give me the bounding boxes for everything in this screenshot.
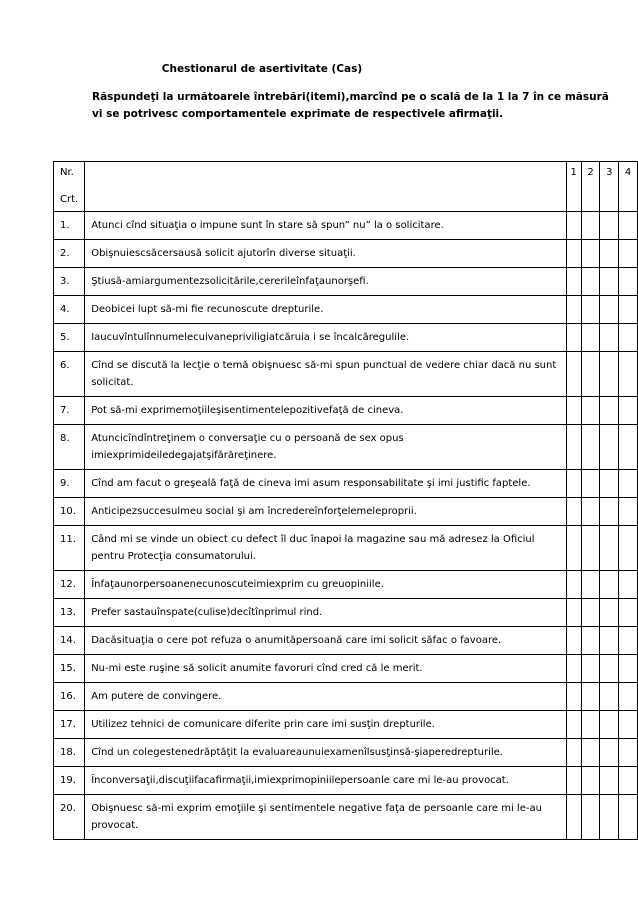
score-cell-1[interactable] xyxy=(566,627,581,655)
score-cell-2[interactable] xyxy=(581,268,600,296)
table-row xyxy=(54,599,638,627)
score-cell-4[interactable] xyxy=(619,240,638,268)
item-number xyxy=(54,683,85,711)
item-number xyxy=(54,470,85,498)
score-cell-4[interactable] xyxy=(619,571,638,599)
score-cell-3[interactable] xyxy=(600,739,619,767)
score-cell-3[interactable] xyxy=(600,324,619,352)
instructions-text: Răspundeţi la următoarele întrebări(itemi),marcînd pe o scală de la 1 la 7 în ce măsură vi se potrivesc comportamentele exprimate de respectivele afirmaţii. xyxy=(92,91,609,120)
table-row xyxy=(54,240,638,268)
item-number-text: 5. xyxy=(60,332,70,343)
item-statement-text: Când mi se vinde un obiect cu defect îl duc înapoi la magazine sau mă adresez la Oficiul pentru Protecţia consumatorului. xyxy=(91,534,535,562)
item-number xyxy=(54,212,85,240)
item-number xyxy=(54,240,85,268)
score-header-2: 2 xyxy=(581,162,600,212)
item-statement xyxy=(85,711,566,739)
item-statement xyxy=(85,324,566,352)
item-statement-text: Anticipezsuccesulmeu social şi am încredereînforţelemeleproprii. xyxy=(91,506,417,517)
item-statement-text: Ştiusă-amiargumentezsolicitările,cererileînfaţaunorşefi. xyxy=(91,276,369,287)
item-number xyxy=(54,352,85,397)
score-header-3: 3 xyxy=(600,162,619,212)
score-cell-1[interactable] xyxy=(566,767,581,795)
score-cell-2[interactable] xyxy=(581,296,600,324)
item-number xyxy=(54,711,85,739)
item-statement xyxy=(85,571,566,599)
item-statement xyxy=(85,296,566,324)
score-cell-2[interactable] xyxy=(581,795,600,840)
score-cell-1[interactable] xyxy=(566,268,581,296)
item-number-text: 12. xyxy=(60,579,76,590)
score-cell-3[interactable] xyxy=(600,425,619,470)
item-number-text: 4. xyxy=(60,304,70,315)
score-cell-4[interactable] xyxy=(619,526,638,571)
score-cell-4[interactable] xyxy=(619,627,638,655)
score-cell-3[interactable] xyxy=(600,711,619,739)
score-cell-4[interactable] xyxy=(619,711,638,739)
score-cell-3[interactable] xyxy=(600,397,619,425)
score-cell-1[interactable] xyxy=(566,711,581,739)
score-cell-3[interactable] xyxy=(600,627,619,655)
score-cell-4[interactable] xyxy=(619,498,638,526)
item-number-text: 14. xyxy=(60,635,76,646)
item-statement-text: Cînd am facut o greşeală faţă de cineva imi asum responsabilitate şi imi justific faptele. xyxy=(91,478,531,489)
score-cell-2[interactable] xyxy=(581,739,600,767)
table-row xyxy=(54,627,638,655)
table-row xyxy=(54,739,638,767)
score-cell-3[interactable] xyxy=(600,268,619,296)
score-cell-4[interactable] xyxy=(619,795,638,840)
item-number xyxy=(54,571,85,599)
score-cell-1[interactable] xyxy=(566,795,581,840)
item-number-text: 18. xyxy=(60,747,76,758)
table-row xyxy=(54,526,638,571)
score-header-1: 1 xyxy=(566,162,581,212)
score-cell-1[interactable] xyxy=(566,352,581,397)
item-number-text: 17. xyxy=(60,719,76,730)
table-row xyxy=(54,683,638,711)
table-row xyxy=(54,711,638,739)
score-cell-2[interactable] xyxy=(581,240,600,268)
table-row xyxy=(54,470,638,498)
score-cell-1[interactable] xyxy=(566,212,581,240)
item-number xyxy=(54,425,85,470)
nr-crt-header xyxy=(54,162,85,212)
item-statement-text: Iaucuvîntulînnumelecuivanepriviligiatcăruia i se încalcăregulile. xyxy=(91,332,410,343)
score-cell-3[interactable] xyxy=(600,599,619,627)
item-statement xyxy=(85,397,566,425)
item-number xyxy=(54,795,85,840)
item-statement xyxy=(85,212,566,240)
score-cell-3[interactable] xyxy=(600,571,619,599)
score-cell-4[interactable] xyxy=(619,324,638,352)
table-row xyxy=(54,296,638,324)
score-cell-2[interactable] xyxy=(581,711,600,739)
score-cell-4[interactable] xyxy=(619,739,638,767)
item-statement xyxy=(85,470,566,498)
item-statement xyxy=(85,739,566,767)
table-row xyxy=(54,767,638,795)
score-cell-4[interactable] xyxy=(619,470,638,498)
score-cell-4[interactable] xyxy=(619,655,638,683)
item-number-text: 6. xyxy=(60,360,70,371)
item-number xyxy=(54,324,85,352)
item-number-text: 15. xyxy=(60,663,76,674)
score-cell-2[interactable] xyxy=(581,526,600,571)
score-cell-2[interactable] xyxy=(581,425,600,470)
score-cell-2[interactable] xyxy=(581,655,600,683)
item-number xyxy=(54,599,85,627)
item-number xyxy=(54,268,85,296)
score-cell-3[interactable] xyxy=(600,498,619,526)
item-number-text: 20. xyxy=(60,803,76,814)
score-cell-2[interactable] xyxy=(581,498,600,526)
score-cell-4[interactable] xyxy=(619,683,638,711)
item-statement xyxy=(85,683,566,711)
score-cell-4[interactable] xyxy=(619,599,638,627)
item-statement-text: Înfaţaunorpersoanenecunoscuteimiexprim cu greuopiniile. xyxy=(91,579,384,590)
score-cell-2[interactable] xyxy=(581,324,600,352)
item-number xyxy=(54,296,85,324)
table-row xyxy=(54,795,638,840)
score-cell-1[interactable] xyxy=(566,599,581,627)
item-statement xyxy=(85,526,566,571)
item-statement-text: Deobicei lupt să-mi fie recunoscute drepturile. xyxy=(91,304,324,315)
item-number xyxy=(54,655,85,683)
score-cell-4[interactable] xyxy=(619,296,638,324)
score-cell-1[interactable] xyxy=(566,571,581,599)
item-statement-text: Atunci cînd situaţia o impune sunt în stare să spun” nu” la o solicitare. xyxy=(91,220,444,231)
score-cell-1[interactable] xyxy=(566,425,581,470)
score-cell-4[interactable] xyxy=(619,212,638,240)
score-cell-2[interactable] xyxy=(581,352,600,397)
item-statement-text: Obişnuesc să-mi exprim emoţiile şi sentimentele negative faţa de persoanle care mi le-au provocat. xyxy=(91,803,542,831)
score-cell-1[interactable] xyxy=(566,655,581,683)
item-number-text: 7. xyxy=(60,405,70,416)
score-cell-4[interactable] xyxy=(619,397,638,425)
item-statement xyxy=(85,425,566,470)
table-row xyxy=(54,352,638,397)
score-cell-1[interactable] xyxy=(566,498,581,526)
item-statement-text: Dacăsituaţia o cere pot refuza o anumităpersoană care imi solicit săfac o favoare. xyxy=(91,635,502,646)
score-cell-2[interactable] xyxy=(581,767,600,795)
score-cell-1[interactable] xyxy=(566,470,581,498)
score-cell-4[interactable] xyxy=(619,425,638,470)
item-number xyxy=(54,397,85,425)
item-number xyxy=(54,767,85,795)
score-cell-4[interactable] xyxy=(619,767,638,795)
score-cell-1[interactable] xyxy=(566,526,581,571)
table-row xyxy=(54,498,638,526)
score-cell-1[interactable] xyxy=(566,683,581,711)
item-statement xyxy=(85,498,566,526)
score-cell-2[interactable] xyxy=(581,571,600,599)
score-cell-3[interactable] xyxy=(600,470,619,498)
table-header-row xyxy=(54,162,638,212)
item-number xyxy=(54,739,85,767)
table-row xyxy=(54,268,638,296)
item-number xyxy=(54,526,85,571)
item-number-text: 2. xyxy=(60,248,70,259)
score-cell-3[interactable] xyxy=(600,526,619,571)
item-text-header xyxy=(85,162,566,212)
item-statement xyxy=(85,767,566,795)
score-cell-3[interactable] xyxy=(600,795,619,840)
item-statement xyxy=(85,240,566,268)
item-statement-text: Atuncicîndîntreţinem o conversaţie cu o persoană de sex opus imiexprimideiledegajatşifărăreţinere. xyxy=(91,433,404,461)
item-number-text: 19. xyxy=(60,775,76,786)
table-row xyxy=(54,397,638,425)
item-number-text: 13. xyxy=(60,607,76,618)
item-number-text: 1. xyxy=(60,220,70,231)
item-statement xyxy=(85,795,566,840)
score-cell-1[interactable] xyxy=(566,240,581,268)
score-cell-2[interactable] xyxy=(581,683,600,711)
score-cell-3[interactable] xyxy=(600,655,619,683)
item-statement xyxy=(85,599,566,627)
score-cell-3[interactable] xyxy=(600,240,619,268)
score-cell-2[interactable] xyxy=(581,470,600,498)
item-statement xyxy=(85,352,566,397)
score-cell-1[interactable] xyxy=(566,324,581,352)
nr-header-line2: Crt. xyxy=(60,194,79,205)
item-statement-text: Pot să-mi exprimemoţiileşisentimentelepozitivefaţă de cineva. xyxy=(91,405,404,416)
score-cell-3[interactable] xyxy=(600,212,619,240)
item-statement-text: Înconversaţii,discuţiifacafirmaţii,imiexprimopiniilepersoanle care mi le-au provocat. xyxy=(91,775,509,786)
item-statement-text: Utilizez tehnici de comunicare diferite prin care imi susţin drepturile. xyxy=(91,719,435,730)
questionnaire-table xyxy=(53,161,638,840)
page-title: Chestionarul de asertivitate (Cas) xyxy=(161,63,363,75)
table-row xyxy=(54,425,638,470)
score-cell-4[interactable] xyxy=(619,352,638,397)
score-cell-4[interactable] xyxy=(619,268,638,296)
score-cell-3[interactable] xyxy=(600,352,619,397)
score-cell-1[interactable] xyxy=(566,397,581,425)
item-number-text: 16. xyxy=(60,691,76,702)
table-row xyxy=(54,571,638,599)
item-number-text: 3. xyxy=(60,276,70,287)
score-cell-2[interactable] xyxy=(581,212,600,240)
table-row xyxy=(54,212,638,240)
item-number-text: 10. xyxy=(60,506,76,517)
score-cell-1[interactable] xyxy=(566,296,581,324)
nr-header-line1: Nr. xyxy=(60,167,74,178)
item-number-text: 11. xyxy=(60,534,76,545)
item-number-text: 9. xyxy=(60,478,70,489)
score-cell-3[interactable] xyxy=(600,767,619,795)
score-cell-2[interactable] xyxy=(581,627,600,655)
item-number xyxy=(54,498,85,526)
table-row xyxy=(54,655,638,683)
item-statement-text: Obişnuiescsăcersausă solicit ajutorîn diverse situaţii. xyxy=(91,248,356,259)
score-cell-3[interactable] xyxy=(600,296,619,324)
item-statement-text: Cînd se discută la lecţie o temă obişnuesc să-mi spun punctual de vedere chiar dacă nu sunt solicitat. xyxy=(91,360,557,388)
item-statement-text: Am putere de convingere. xyxy=(91,691,222,702)
item-statement-text: Nu-mi este ruşine să solicit anumite favoruri cînd cred că le merit. xyxy=(91,663,423,674)
table-row xyxy=(54,324,638,352)
item-statement-text: Cînd un colegestenedrăptăţit la evaluareaunuiexamenîlsusţinsă-şiaperedrepturile. xyxy=(91,747,503,758)
item-number-text: 8. xyxy=(60,433,70,444)
score-cell-2[interactable] xyxy=(581,397,600,425)
item-number xyxy=(54,627,85,655)
item-statement xyxy=(85,627,566,655)
score-cell-3[interactable] xyxy=(600,683,619,711)
score-header-4: 4 xyxy=(619,162,638,212)
item-statement xyxy=(85,268,566,296)
score-cell-1[interactable] xyxy=(566,739,581,767)
item-statement xyxy=(85,655,566,683)
item-statement-text: Prefer sastauînspate(culise)decîtînprimul rind. xyxy=(91,607,323,618)
score-cell-2[interactable] xyxy=(581,599,600,627)
